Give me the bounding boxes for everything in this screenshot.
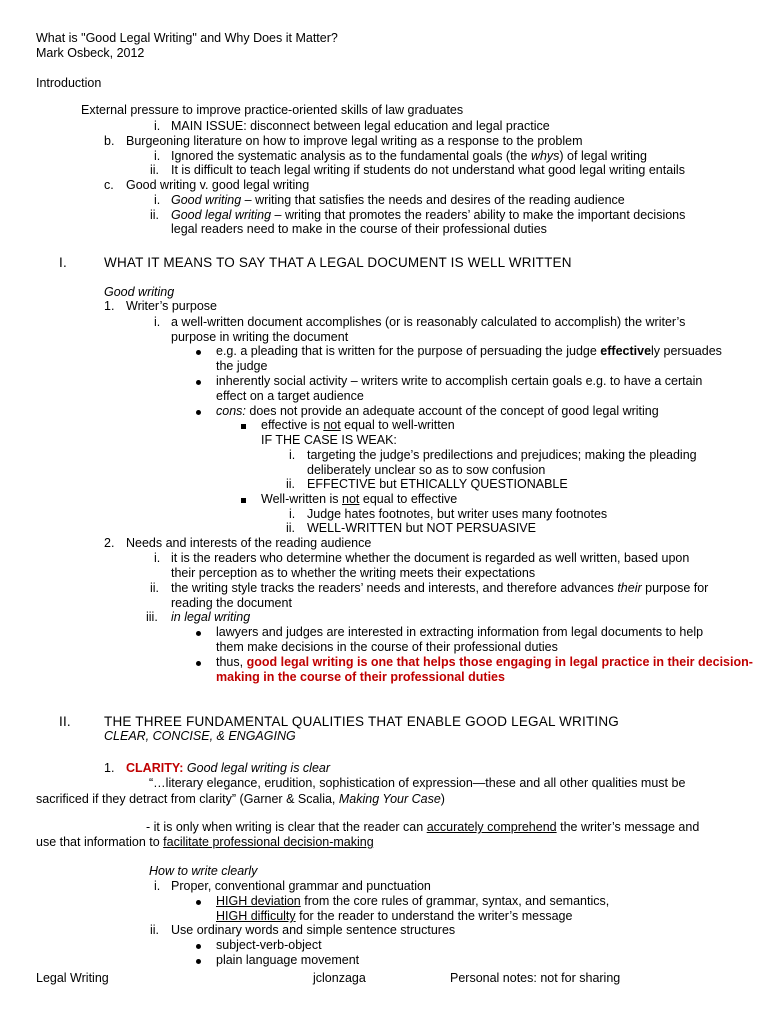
how-bullet-1-line2: HIGH difficulty for the reader to understand the writer’s message: [216, 909, 573, 923]
intro-b-i: Ignored the systematic analysis as to the fundamental goals (the whys) of legal writing: [171, 149, 647, 163]
legal-bullet-2-line2: making in the course of their professional duties: [216, 670, 505, 684]
intro-label: Introduction: [36, 76, 102, 90]
example-ii-num: ii.: [286, 521, 296, 535]
point-1-i-num: i.: [154, 315, 161, 329]
bullet-icon: [196, 900, 201, 905]
point-2-i-num: i.: [154, 551, 161, 565]
intro-b: Burgeoning literature on how to improve legal writing as a response to the problem: [126, 134, 583, 148]
how-bullet-1-line1: HIGH deviation from the core rules of grammar, syntax, and semantics,: [216, 894, 610, 908]
point-1: Writer’s purpose: [126, 299, 218, 313]
clarity-heading: CLARITY: Good legal writing is clear: [126, 761, 331, 775]
how-ii: Use ordinary words and simple sentence structures: [171, 923, 456, 937]
intro-c-i: Good writing – writing that satisfies the needs and desires of the reading audience: [171, 193, 625, 207]
weak-ii-num: ii.: [286, 477, 296, 491]
point-2-ii-num: ii.: [150, 581, 160, 595]
example-ii: WELL-WRITTEN but NOT PERSUASIVE: [307, 521, 536, 535]
intro-a-i: MAIN ISSUE: disconnect between legal education and legal practice: [171, 119, 550, 133]
point-1-i-line2: purpose in writing the document: [171, 330, 349, 344]
how-i: Proper, conventional grammar and punctuation: [171, 879, 431, 893]
bullet-icon: [196, 959, 201, 964]
intro-c-ii-num: ii.: [150, 208, 160, 222]
weak-i-line1: targeting the judge’s predilections and prejudices; making the pleading: [307, 448, 697, 462]
bullet-icon: [196, 380, 201, 385]
clarity-num: 1.: [104, 761, 115, 775]
intro-b-ii-num: ii.: [150, 163, 160, 177]
point-2-ii-line1: the writing style tracks the readers’ needs and interests, and therefore advances their purpose for: [171, 581, 709, 595]
section-2-subtitle: CLEAR, CONCISE, & ENGAGING: [104, 729, 296, 743]
bullet-1-line2: the judge: [216, 359, 268, 373]
intro-c: Good writing v. good legal writing: [126, 178, 310, 192]
weak-i-line2: deliberately unclear so as to sow confusion: [307, 463, 546, 477]
intro-c-i-num: i.: [154, 193, 161, 207]
section-1-subtitle: Good writing: [104, 285, 175, 299]
quote-line2: sacrificed if they detract from clarity” (Garner & Scalia, Making Your Case): [36, 792, 445, 806]
sub-bullet-well-written: Well-written is not equal to effective: [261, 492, 458, 506]
bullet-icon: [196, 944, 201, 949]
bullet-icon: [196, 661, 201, 666]
point-1-i-line1: a well-written document accomplishes (or is reasonably calculated to accomplish) the writer’s: [171, 315, 686, 329]
sub-bullet-effective: effective is not equal to well-written: [261, 418, 455, 432]
footer-left: Legal Writing: [36, 971, 109, 985]
weak-case-label: IF THE CASE IS WEAK:: [261, 433, 397, 447]
bullet-icon: [196, 631, 201, 636]
how-ii-num: ii.: [150, 923, 160, 937]
clarity-para-line1: - it is only when writing is clear that the reader can accurately comprehend the writer’s message and: [146, 820, 700, 834]
intro-b-ii: It is difficult to teach legal writing if students do not understand what good legal writing entails: [171, 163, 685, 177]
weak-i-num: i.: [289, 448, 296, 462]
section-2-title: THE THREE FUNDAMENTAL QUALITIES THAT ENABLE GOOD LEGAL WRITING: [104, 714, 619, 729]
bullet-1-line1: e.g. a pleading that is written for the purpose of persuading the judge effectively persuades: [216, 344, 722, 358]
weak-ii: EFFECTIVE but ETHICALLY QUESTIONABLE: [307, 477, 568, 491]
legal-bullet-1-line1: lawyers and judges are interested in extracting information from legal documents to help: [216, 625, 704, 639]
bullet-icon: [196, 410, 201, 415]
quote-line1: “…literary elegance, erudition, sophistication of expression—these and all other qualities must be: [149, 776, 686, 790]
intro-b-i-num: i.: [154, 149, 161, 163]
clarity-para-line2: use that information to facilitate professional decision-making: [36, 835, 374, 849]
point-2-num: 2.: [104, 536, 115, 550]
how-bullet-3: plain language movement: [216, 953, 360, 967]
footer-right: Personal notes: not for sharing: [450, 971, 621, 985]
bullet-3: cons: does not provide an adequate account of the concept of good legal writing: [216, 404, 659, 418]
legal-bullet-1-line2: them make decisions in the course of their professional duties: [216, 640, 558, 654]
section-1-title: WHAT IT MEANS TO SAY THAT A LEGAL DOCUMENT IS WELL WRITTEN: [104, 255, 572, 270]
example-i-num: i.: [289, 507, 296, 521]
square-bullet-icon: [241, 498, 246, 503]
intro-c-num: c.: [104, 178, 114, 192]
intro-b-num: b.: [104, 134, 115, 148]
point-2: Needs and interests of the reading audience: [126, 536, 372, 550]
point-2-i-line2: their perception as to whether the writing meets their expectations: [171, 566, 536, 580]
how-i-num: i.: [154, 879, 161, 893]
how-to-write-clearly: How to write clearly: [149, 864, 258, 878]
intro-item-a: External pressure to improve practice-oriented skills of law graduates: [81, 103, 464, 117]
example-i: Judge hates footnotes, but writer uses many footnotes: [307, 507, 608, 521]
footer-center: jclonzaga: [313, 971, 366, 985]
legal-bullet-2-line1: thus, good legal writing is one that helps those engaging in legal practice in their decision-: [216, 655, 753, 669]
point-2-iii: in legal writing: [171, 610, 251, 624]
point-2-i-line1: it is the readers who determine whether the document is regarded as well written, based upon: [171, 551, 690, 565]
bullet-2-line2: effect on a target audience: [216, 389, 364, 403]
bullet-2-line1: inherently social activity – writers write to accomplish certain goals e.g. to have a certain: [216, 374, 703, 388]
document-title: What is "Good Legal Writing" and Why Does it Matter?: [36, 31, 338, 45]
document-author: Mark Osbeck, 2012: [36, 46, 145, 60]
square-bullet-icon: [241, 424, 246, 429]
bullet-icon: [196, 350, 201, 355]
point-2-iii-num: iii.: [146, 610, 158, 624]
how-bullet-2: subject-verb-object: [216, 938, 322, 952]
section-2-number: II.: [59, 714, 71, 729]
intro-c-ii-cont: legal readers need to make in the course of their professional duties: [171, 222, 547, 236]
section-1-number: I.: [59, 255, 67, 270]
point-2-ii-line2: reading the document: [171, 596, 292, 610]
intro-c-ii: Good legal writing – writing that promotes the readers’ ability to make the important decisions: [171, 208, 686, 222]
point-1-num: 1.: [104, 299, 115, 313]
intro-a-i-num: i.: [154, 119, 161, 133]
